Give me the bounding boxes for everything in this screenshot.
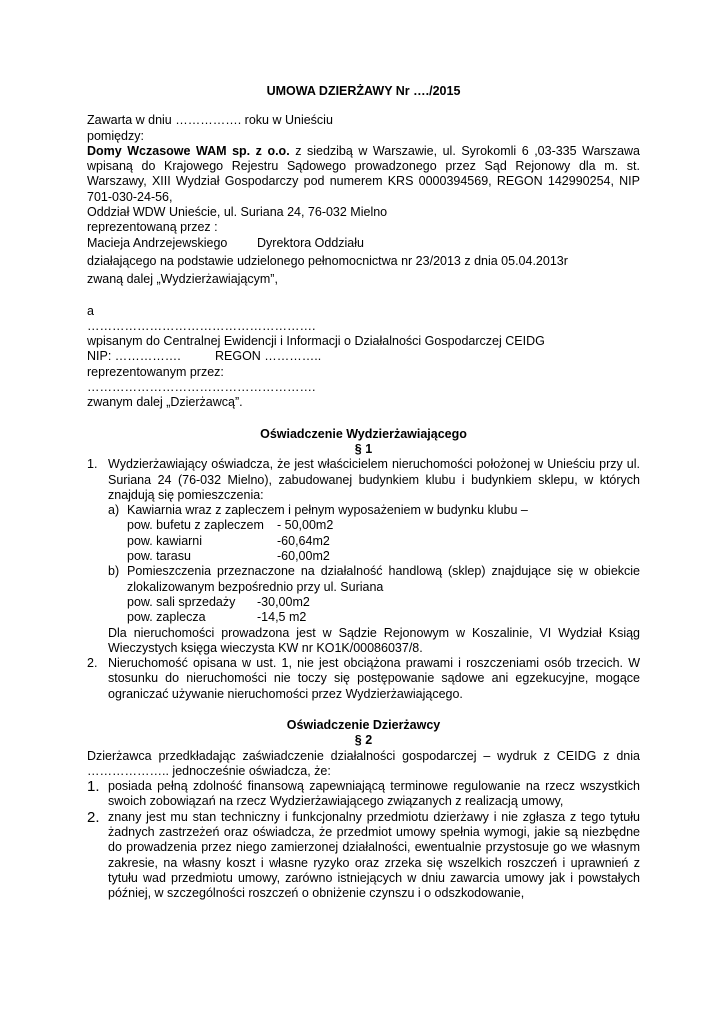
- lessee-rep-placeholder: ……………………………………………….: [87, 380, 316, 395]
- company-name: Domy Wczasowe WAM sp. z o.o.: [87, 143, 290, 158]
- intro-date-line: Zawarta w dniu ……………. roku w Unieściu: [87, 113, 333, 128]
- and-word: a: [87, 303, 94, 318]
- intro-between: pomiędzy:: [87, 128, 144, 143]
- item-number: 1.: [87, 457, 98, 472]
- area-label: pow. kawiarni: [127, 533, 203, 548]
- section1-item-2: [87, 656, 640, 702]
- section2-item-2: [87, 810, 640, 902]
- subitem-label: b): [108, 564, 120, 579]
- section2-intro: Dzierżawca przedkładając zaświadczenie działalności gospodarczej – wydruk z CEIDG z dnia ……………….. jednocześnie oświadcza, że:: [87, 748, 640, 778]
- subitem-text: Kawiarnia wraz z zapleczem i pełnym wyposażeniem w budynku klubu –: [127, 503, 528, 518]
- item-number: 2.: [87, 808, 100, 826]
- section1-item-1: [87, 457, 640, 656]
- nip-regon-line: [87, 349, 640, 364]
- representative-role: Dyrektora Oddziału: [257, 235, 364, 250]
- item-text: Nieruchomość opisana w ust. 1, nie jest obciążona prawami i roszczeniami osób trzecich. W stosunku do nieruchomości nie toczy się postępowanie sądowe ani egzekucyjne, mogące ograniczać używanie nieruchomości przez Wydzierżawiającego.: [108, 656, 640, 701]
- document-page: [87, 84, 640, 902]
- item-text: posiada pełną zdolność finansową zapewniającą terminowe regulowanie na rzecz wszystkich swoich zobowiązań na rzecz Wydzierżawiającego związanych z realizacją umowy,: [108, 779, 640, 809]
- land-register-text: Dla nieruchomości prowadzona jest w Sądzie Rejonowym w Koszalinie, VI Wydział Ksiąg Wieczystych księga wieczysta KW nr KO1K/00086037/8.: [108, 625, 640, 655]
- area-row: [127, 595, 640, 610]
- area-row: [127, 534, 640, 549]
- authority-line: działającego na podstawie udzielonego pełnomocnictwa nr 23/2013 z dnia 05.04.2013r: [87, 253, 568, 268]
- lessee-represented-label: reprezentowanym przez:: [87, 364, 224, 379]
- section1-paragraph-mark: § 1: [354, 441, 373, 456]
- area-value: - 50,00m2: [277, 518, 334, 533]
- area-value: -14,5 m2: [257, 610, 307, 625]
- subitem-a: [108, 503, 640, 564]
- subitem-text: Pomieszczenia przeznaczone na działalność handlową (sklep) znajdujące się w obiekcie zlokalizowanym bezpośrednio przy ul. Suriana: [127, 564, 640, 594]
- regon-field: REGON …………..: [215, 349, 322, 364]
- company-description: [87, 144, 640, 205]
- item-text: Wydzierżawiający oświadcza, że jest właścicielem nieruchomości położonej w Unieściu przy ul. Suriana 24 (76-032 Mielno), zabudowanej budynkiem klubu i budynkiem sklepu, w których znajdują się pomieszczenia:: [108, 457, 640, 502]
- representative-name: Macieja Andrzejewskiego: [87, 235, 228, 250]
- area-label: pow. zaplecza: [127, 610, 206, 625]
- area-label: pow. bufetu z zapleczem: [127, 518, 264, 533]
- item-text: znany jest mu stan techniczny i funkcjonalny przedmiotu dzierżawy i nie zgłasza z tego tytułu żadnych zastrzeżeń oraz oświadcza, że przedmiot umowy spełnia wymogi, jakie są niezbędne do prowadzenia przez niego zamierzonej działalności, ewentualnie przystosuje go we własnym zakresie, na własny koszt i własne ryzyko oraz zrzeka się wszelkich roszczeń i uprawnień z tytułu wad przedmiotu umowy, zarówno istniejących w dniu zawarcia umowy jak i powstałych później, w szczególności roszczeń o obniżenie czynszu i o odszkodowanie,: [108, 809, 640, 901]
- representative-row: [87, 236, 640, 251]
- area-label: pow. sali sprzedaży: [127, 594, 236, 609]
- area-row: [127, 549, 640, 564]
- represented-by-label: reprezentowaną przez :: [87, 220, 218, 235]
- subitem-b: [108, 564, 640, 625]
- section2-item-1: [87, 779, 640, 810]
- section1-heading: Oświadczenie Wydzierżawiającego: [260, 426, 467, 441]
- lessee-called: zwanym dalej „Dzierżawcą”.: [87, 395, 243, 410]
- lessor-called: zwaną dalej „Wydzierżawiającym”,: [87, 272, 278, 287]
- item-number: 2.: [87, 656, 98, 671]
- branch-address: Oddział WDW Unieście, ul. Suriana 24, 76-032 Mielno: [87, 205, 388, 220]
- area-row: [127, 610, 640, 625]
- area-value: -60,64m2: [277, 533, 330, 548]
- ceidg-line: wpisanym do Centralnej Ewidencji i Informacji o Działalności Gospodarczej CEIDG: [87, 334, 545, 349]
- area-label: pow. tarasu: [127, 549, 191, 564]
- section2-paragraph-mark: § 2: [354, 733, 373, 748]
- item-number: 1.: [87, 778, 100, 796]
- subitem-label: a): [108, 503, 120, 518]
- area-row: [127, 518, 640, 533]
- section2-heading: Oświadczenie Dzierżawcy: [286, 717, 441, 732]
- area-value: -60,00m2: [277, 549, 330, 564]
- company-details: z siedzibą w Warszawie, ul. Syrokomli 6 ,03-335 Warszawa wpisaną do Krajowego Rejestru Sądowego prowadzonego przez Sąd Rejonowy dla m. st. Warszawy, XIII Wydział Gospodarczy pod numerem KRS 0000394569, REGON 142990254, NIP 701-030-24-56,: [87, 143, 640, 204]
- lessee-name-placeholder: ……………………………………………….: [87, 318, 316, 333]
- document-title: UMOWA DZIERŻAWY Nr …./2015: [266, 84, 461, 98]
- nip-field: NIP: …………….: [87, 349, 181, 364]
- area-value: -30,00m2: [257, 594, 310, 609]
